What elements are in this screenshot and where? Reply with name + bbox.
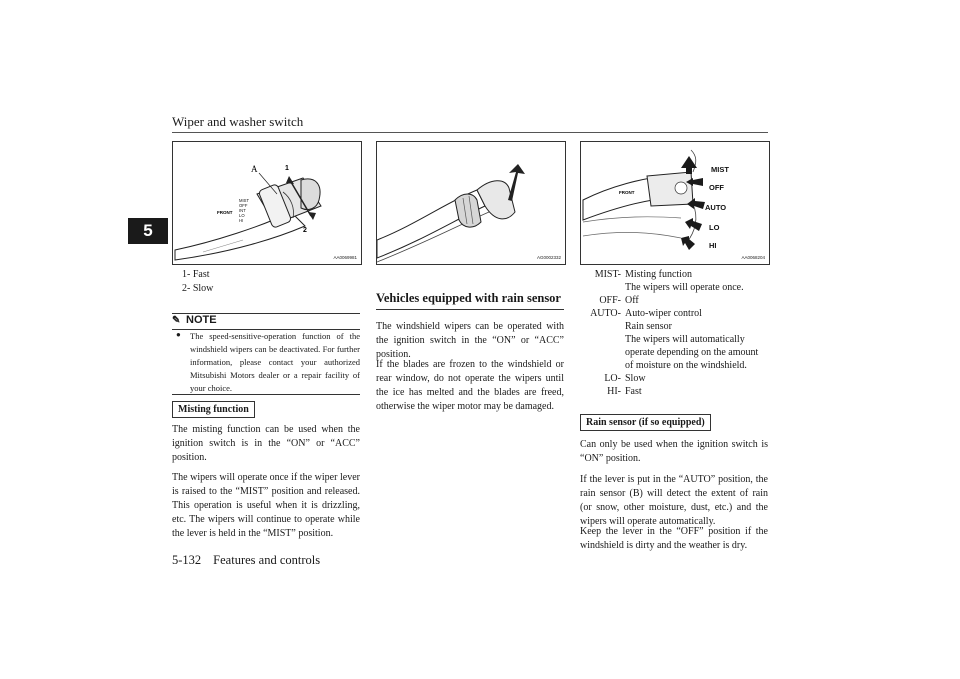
misting-paragraph-2: The wipers will operate once if the wiper lever is raised to the “MIST” position and released. This operation is useful when it is drizzling, etc. The wipers will continue to operate while the lever is held in the “MIST” position.	[172, 472, 360, 539]
label-mist: MIST	[711, 165, 729, 174]
bullet-icon: ●	[176, 330, 181, 339]
rain-sensor-heading: Rain sensor (if so equipped)	[580, 414, 711, 431]
lever-raise-illustration	[377, 142, 565, 264]
lever-mark-2: OFF	[239, 203, 248, 208]
front-label: FRONT	[619, 190, 635, 195]
note-end-rule	[172, 394, 360, 395]
wiper-lever-illustration	[173, 142, 361, 264]
running-header-title: Wiper and washer switch	[172, 114, 304, 129]
callout-a: A	[251, 164, 258, 174]
page-footer	[172, 553, 320, 568]
figure-code: AA0069981	[333, 255, 357, 260]
figure-rain-sensor-lever	[580, 141, 770, 265]
rain-paragraph-1: The windshield wipers can be operated with the ignition switch in the “ON” or “ACC” position.	[376, 321, 564, 360]
note-title: ✎ NOTE	[172, 314, 217, 326]
rain-sensor-paragraph-2: If the lever is put in the “AUTO” position, the rain sensor (B) will detect the extent of rain (or snow, other moisture, dust, etc.) and the wipers will operate automatically.	[580, 474, 768, 527]
label-off: OFF	[709, 183, 724, 192]
header-rule	[172, 132, 768, 133]
note-text: The speed-sensitive-operation function of the windshield wipers can be deactivated. For further information, please contact your authorized Mitsubishi Motors dealer or a repair facility of your choice.	[190, 331, 360, 393]
speed-legend	[182, 268, 213, 296]
legend-item: 2- Slow	[182, 283, 214, 294]
rain-sensor-section-title: Vehicles equipped with rain sensor	[376, 291, 561, 305]
callout-2: 2	[303, 227, 307, 234]
figure-code: AG0002332	[536, 255, 561, 260]
label-hi: HI	[709, 241, 717, 250]
figure-wiper-lever	[172, 141, 362, 265]
page-number: 5-132	[172, 553, 202, 567]
callout-1: 1	[285, 165, 289, 172]
lever-mark-1: MIST	[239, 198, 250, 203]
misting-paragraph-1: The misting function can be used when the ignition switch is in the “ON” or “ACC” position.	[172, 424, 360, 463]
lever-mark-5: HI	[239, 218, 244, 223]
legend-item: 1- Fast	[182, 269, 210, 280]
position-legend: MIST- Misting function The wipers will operate once. OFF- Off AUTO- Auto-wiper control Rain sensor The wipers will automatically operate depending on the amount of moisture on the windshield. LO- Slow HI- Fast	[590, 269, 759, 397]
rain-sensor-lever-illustration	[581, 142, 769, 264]
lever-mark-3: INT	[239, 208, 246, 213]
front-label: FRONT	[217, 210, 233, 215]
chapter-tab: 5	[128, 218, 168, 244]
label-auto: AUTO	[705, 203, 727, 212]
rain-paragraph-2: If the blades are frozen to the windshield or rear window, do not operate the wipers until the ice has melted and the blades are freed, otherwise the wiper motor may be damaged.	[376, 359, 564, 412]
section-rule	[376, 309, 564, 310]
figure-lever-raise	[376, 141, 566, 265]
rain-sensor-paragraph-1: Can only be used when the ignition switch is “ON” position.	[580, 439, 768, 464]
label-lo: LO	[709, 223, 720, 232]
figure-code: AA0068204	[741, 255, 765, 260]
lever-mark-4: LO	[239, 213, 245, 218]
misting-function-heading: Misting function	[172, 401, 255, 418]
pencil-icon: ✎	[172, 315, 181, 326]
rain-sensor-paragraph-3: Keep the lever in the “OFF” position if the windshield is dirty and the weather is dry.	[580, 526, 768, 551]
footer-section: Features and controls	[213, 553, 321, 567]
